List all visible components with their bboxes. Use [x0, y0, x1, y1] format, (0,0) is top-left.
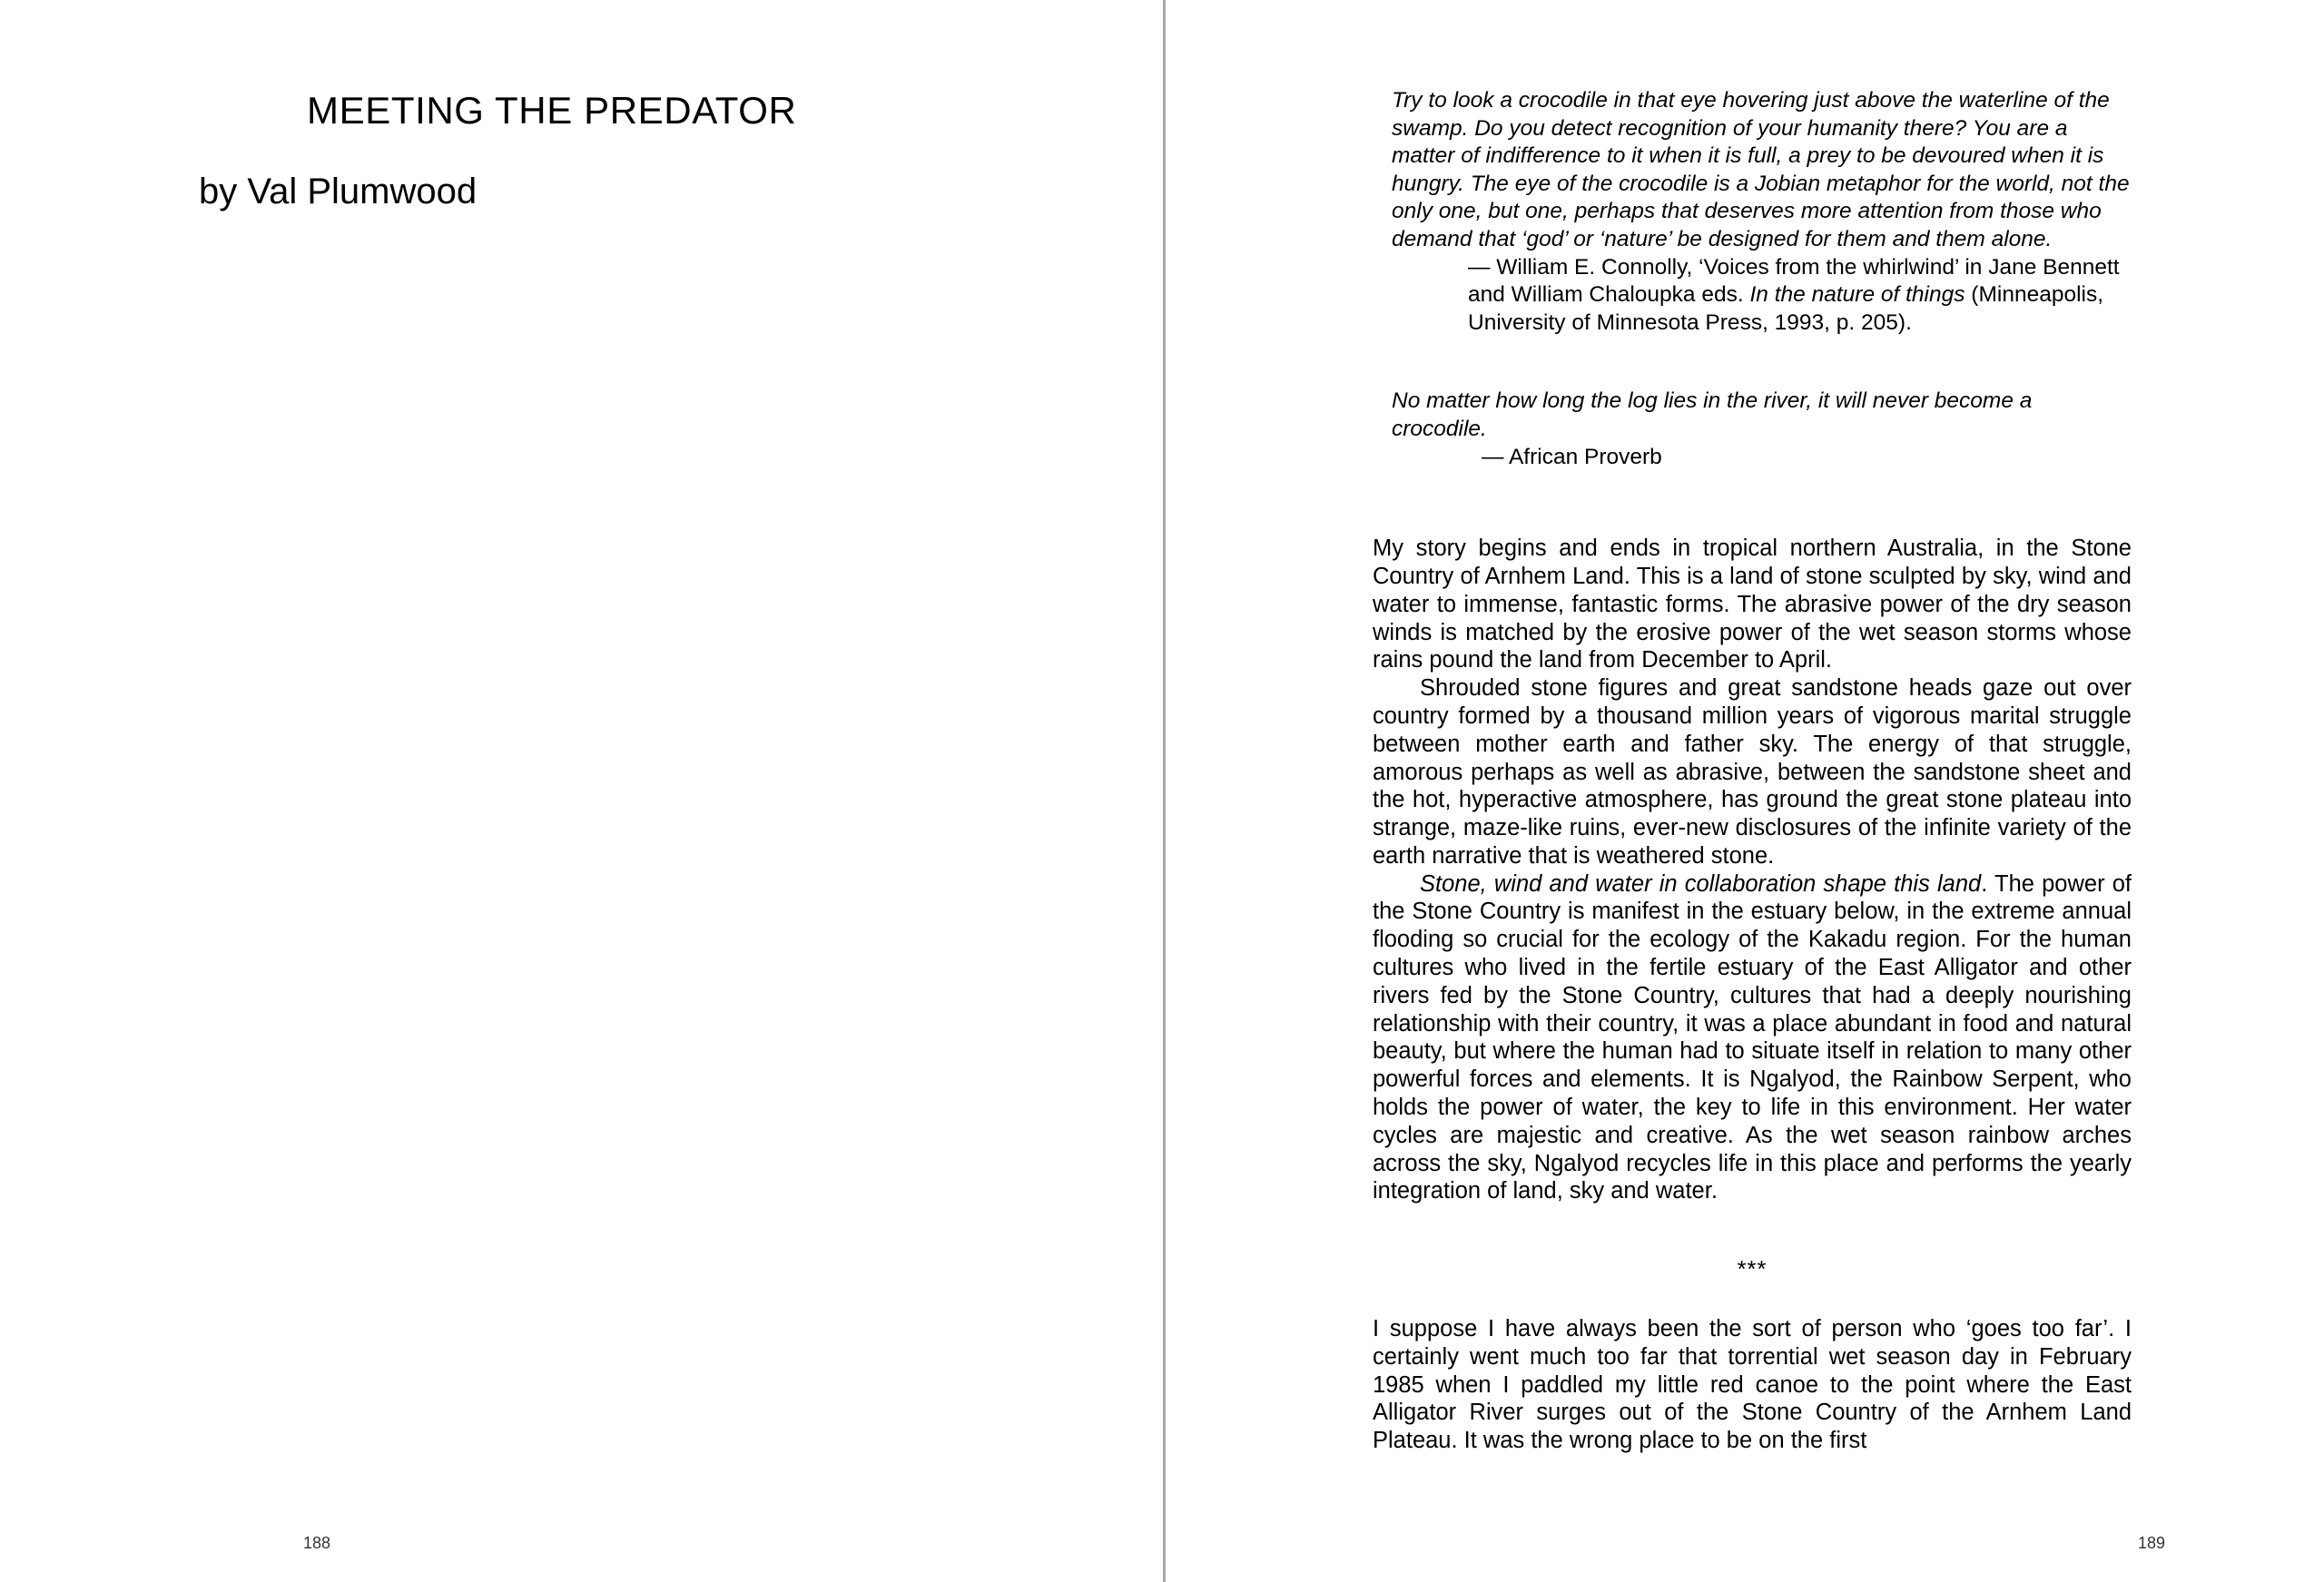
body-paragraph-text: . The power of the Stone Country is manifest in the estuary below, in the extreme annual flooding so crucial for the ecology of the Kakadu region. For the human cultures who lived in the fertile estuary of the East Alligator and other rivers fed by the Stone Country, cultures that had a deeply nourishing relationship with their country, it was a place abundant in food and natural beauty, but where the human had to situate itself in relation to many other powerful forces and elements. It is Ngalyod, the Rainbow Serpent, who holds the power of water, the key to life in this environment. Her water cycles are majestic and creative. As the wet season rainbow arches across the sky, Ngalyod recycles life in this place and performs the yearly integration of land, sky and water. [1373, 870, 2132, 1204]
section-break-spacer-above [1373, 1205, 2132, 1256]
epigraph-quote-proverb: No matter how long the log lies in the river, it will never become a crocodile. [1392, 388, 2033, 441]
body-spacer-top [1373, 471, 2132, 535]
epigraph-quote: Try to look a crocodile in that eye hovering just above the waterline of the swamp. Do you detect recognition of your humanity there? You are a matter of indifference to it when it is full, a prey to be devoured when it is hungry. The eye of the crocodile is a Jobian metaphor for the world, not the only one, but one, perhaps that deserves more attention from those who demand that ‘god’ or ‘nature’ be designed for them and them alone. [1392, 88, 2130, 251]
recto-page [1166, 0, 2324, 1582]
section-break-spacer-below [1373, 1284, 2132, 1315]
page-title: MEETING THE PREDATOR [307, 89, 797, 132]
body-paragraph-italic-lead: Stone, wind and water in collaboration shape this land [1420, 870, 1982, 897]
chapter-author: by Val Plumwood [199, 172, 478, 211]
epigraph-source [1373, 254, 2132, 338]
section-break-marker: *** [1737, 1257, 1768, 1283]
folio-verso: 188 [303, 1534, 331, 1552]
body-paragraph: I suppose I have always been the sort of person who ‘goes too far’. I certainly went much too far that torrential wet season day in February 1985 when I paddled my little red canoe to the point where the East Alligator River surges out of the Stone Country of the Arnhem Land Plateau. It was the wrong place to be on the first [1373, 1316, 2132, 1454]
body-paragraph [1373, 870, 2132, 1206]
body-paragraph: Shrouded stone figures and great sandstone heads gaze out over country formed by a thousand million years of vigorous marital struggle between mother earth and father sky. The energy of that struggle, amorous perhaps as well as abrasive, between the sandstone sheet and the hot, hyperactive atmosphere, has ground the great stone plateau into strange, maze-like ruins, ever-new disclosures of the infinite variety of the earth narrative that is weathered stone. [1373, 675, 2132, 869]
epigraph-spacer [1373, 337, 2132, 388]
body-paragraph: My story begins and ends in tropical northern Australia, in the Stone Country of Arnhem Land. This is a land of stone sculpted by sky, wind and water to immense, fantastic forms. The abrasive power of the dry season winds is matched by the erosive power of the wet season storms whose rains pound the land from December to April. [1373, 536, 2132, 673]
epigraph-source-prefix: — William E. Connolly, ‘Voices from the whirlwind’ in Jane Bennett and William Chaloupka eds. [1468, 254, 2120, 308]
epigraph-source-proverb: — African Proverb [1482, 444, 1662, 469]
epigraph-source-title: In the nature of things [1749, 282, 1965, 308]
text-column [1373, 87, 2132, 1455]
folio-recto: 189 [2138, 1534, 2166, 1552]
epigraph-source-suffix: (Minneapolis, University of Minnesota Press, 1993, p. 205). [1468, 282, 2104, 335]
